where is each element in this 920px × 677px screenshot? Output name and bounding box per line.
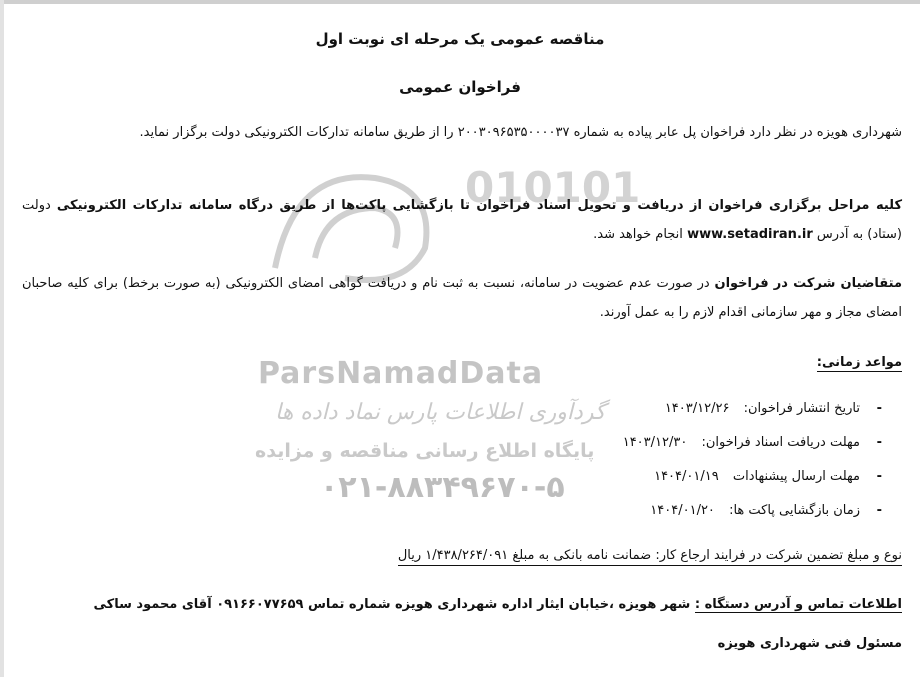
schedule-item-value: ۱۴۰۴/۰۱/۲۰ xyxy=(650,503,715,518)
role-line: مسئول فنی شهرداری هویزه xyxy=(717,636,902,651)
schedule-item-label: زمان بازگشایی پاکت ها: xyxy=(729,503,860,518)
bullet-dash-icon: - xyxy=(876,469,882,484)
paragraph-procedure-lead: کلیه مراحل برگزاری فراخوان از دریافت و تحویل اسناد فراخوان تا بازگشایی پاکت‌ها از طریق درگاه سامانه تدارکات الکترونیکی xyxy=(56,198,903,213)
schedule-list xyxy=(462,398,882,534)
guarantee-line: نوع و مبلغ تضمین شرکت در فرایند ارجاع کار: ضمانت نامه بانکی به مبلغ ۱/۴۳۸/۲۶۴/۰۹۱ ریال xyxy=(398,548,902,566)
schedule-item xyxy=(462,466,882,500)
schedule-item-label: مهلت دریافت اسناد فراخوان: xyxy=(701,435,860,450)
contact-label: اطلاعات تماس و آدرس دستگاه : xyxy=(694,597,902,612)
scan-edge-top xyxy=(0,0,920,4)
schedule-item-value: ۱۴۰۳/۱۲/۳۰ xyxy=(622,435,688,450)
contact-text: شهر هویزه ،خیابان ایثار اداره شهرداری هویزه شماره تماس ۰۹۱۶۶۰۷۷۶۵۹ آقای محمود ساکی xyxy=(93,597,691,612)
schedule-item xyxy=(462,432,882,466)
paragraph-applicants xyxy=(22,269,902,327)
notice-subtitle: فراخوان عمومی xyxy=(399,78,521,96)
paragraph-applicants-lead: متقاضیان شرکت در فراخوان xyxy=(714,276,902,291)
bullet-dash-icon: - xyxy=(876,503,882,518)
schedule-item-value: ۱۴۰۴/۰۱/۱۹ xyxy=(654,469,719,484)
schedule-heading: مواعد زمانی: xyxy=(816,355,902,370)
schedule-item xyxy=(462,398,882,432)
schedule-item xyxy=(462,500,882,534)
paragraph-procedure-before-url: دولت (ستاد) به آدرس xyxy=(22,198,902,242)
schedule-item-label: مهلت ارسال پیشنهادات xyxy=(732,469,860,484)
paragraph-procedure-after-url: انجام خواهد شد. xyxy=(593,227,683,242)
paragraph-procedure xyxy=(22,191,902,249)
schedule-item-value: ۱۴۰۳/۱۲/۲۶ xyxy=(664,401,730,416)
bullet-dash-icon: - xyxy=(876,435,882,450)
setad-url-link[interactable]: www.setadiran.ir xyxy=(687,227,813,242)
notice-title: مناقصه عمومی یک مرحله ای نوبت اول xyxy=(315,30,605,48)
watermark-phone: ۰۲۱-۸۸۳۴۹۶۷۰-۵ xyxy=(320,470,565,505)
watermark-slogan-1: گردآوری اطلاعات پارس نماد داده ها xyxy=(275,400,606,425)
paragraph-intro: شهرداری هویزه در نظر دارد فراخوان پل عابر پیاده به شماره ۲۰۰۳۰۹۶۵۳۵۰۰۰۰۳۷ را از طریق سامانه تدارکات الکترونیکی دولت برگزار نماید. xyxy=(139,125,902,140)
contact-line xyxy=(94,597,903,612)
bullet-dash-icon: - xyxy=(876,401,882,416)
schedule-item-label: تاریخ انتشار فراخوان: xyxy=(743,401,860,416)
watermark-slogan-2: پایگاه اطلاع رسانی مناقصه و مزایده xyxy=(255,440,595,462)
scan-edge-left xyxy=(0,0,4,677)
paragraph-applicants-rest: در صورت عدم عضویت در سامانه، نسبت به ثبت نام و دریافت گواهی امضای الکترونیکی (به صورت برخط) برای کلیه صاحبان امضای مجاز و مهر سازمانی اقدام لازم را به عمل آورند. xyxy=(22,276,902,320)
watermark-brand: ParsNamadData xyxy=(258,356,544,391)
watermark-binary: 010101 xyxy=(465,163,641,212)
